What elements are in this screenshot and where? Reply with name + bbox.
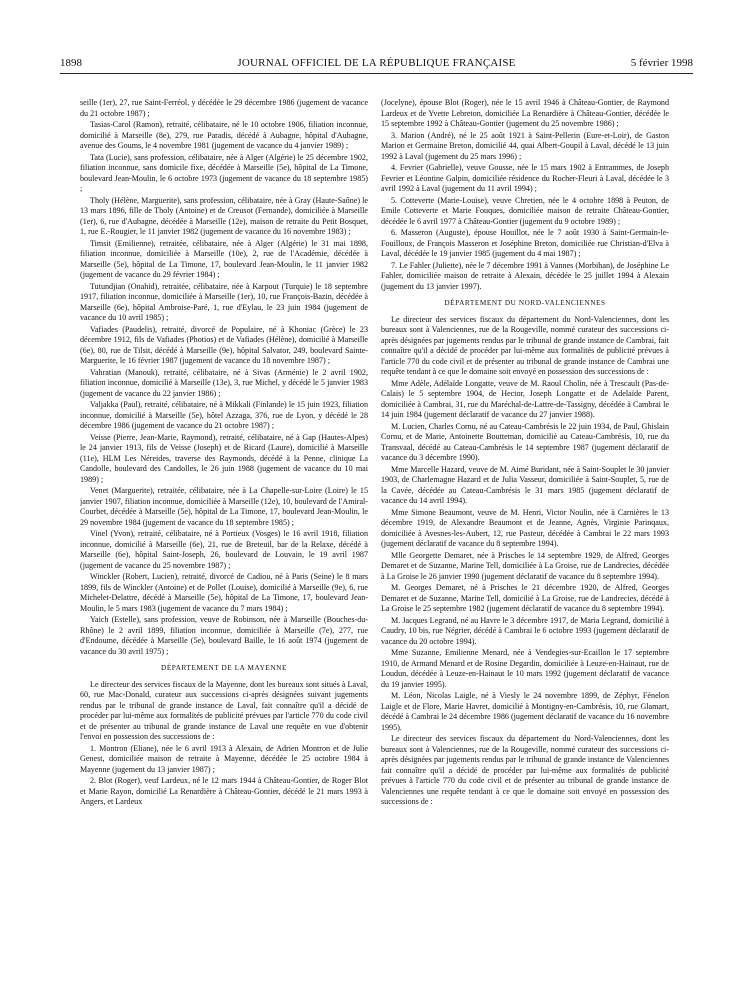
notice-paragraph: (Jocelyne), épouse Blot (Roger), née le 15 avril 1946 à Château-Gontier, de Raymond Lardeux et de Yvette Lebreton, domiciliée La Renardière à Château-Gontier, décédée le 15 septembre 1992 à Château-Gontier (jugement du 25 novembre 1986) ; [381, 98, 669, 128]
notice-paragraph: M. Georges Demaret, né à Prisches le 21 décembre 1920, de Alfred, Georges Demaret et de Suzanne, Marine Tell, domicilié à La Groise, rue de Landrecies, décédé à La Groise le 25 septembre 1982 (jugement déclaratif de vacance du 8 septembre 1994). [381, 583, 669, 613]
notice-paragraph: Timsit (Emilienne), retraitée, célibataire, née à Alger (Algérie) le 31 mai 1898, filiation inconnue, domiciliée à Marseille (10e), 2, rue de l'Académie, décédée à Marseille (5e), hôpital de La Timone, 17, boulevard Jean-Moulin, le 11 janvier 1982 (jugement de vacance du 29 février 1984) ; [80, 238, 368, 279]
notice-paragraph: M. Jacques Legrand, né au Havre le 3 décembre 1917, de Maria Legrand, domicilié à Caudry, 10 bis, rue Négrier, décédé à Cambrai le 6 octobre 1993 (jugement déclaratif de vacance du 20 octobre 1994). [381, 615, 669, 646]
notice-paragraph: 6. Masseron (Auguste), épouse Houillot, née le 7 août 1930 à Saint-Germain-le-Fouilloux, de François Masseron et Joséphine Breton, domiciliée rue Christian-d'Elva à Laval, décédée le 19 janvier 1985 (jugement du 4 mai 1987) ; [381, 228, 669, 258]
notice-paragraph: M. Léon, Nicolas Laigle, né à Viesly le 24 novembre 1899, de Zéphyr, Fénelon Laigle et de Flore, Marie Havret, domicilié à Montigny-en-Cambrésis, 10, rue Glamart, décédé à Cambrai le 24 décembre 1986 (jugement déclaratif de vacance du 16 novembre 1995). [381, 691, 669, 732]
section-heading: DÉPARTEMENT DE LA MAYENNE [161, 664, 287, 672]
notice-paragraph: 2. Blot (Roger), veuf Lardeux, né le 12 mars 1944 à Château-Gontier, de Roger Blot et Marie Rayon, domicilié La Renardière à Château-Gontier, décédé le 21 mars 1993 à Angers, et Lardeux [80, 776, 368, 806]
notice-paragraph: Vafiades (Paudelis), retraité, divorcé de Populaire, né à Khoniac (Grèce) le 23 décembre 1912, fils de Vafiades (Photios) et de Vafiades (Hélène), domicilié à Marseille (6e), 80, rue de Tilsit, décédé à Marseille (9e), hôpital Salvator, 249, boulevard Sainte-Marguerite, le 16 février 1987 (jugement de vacance du 18 novembre 1987) ; [80, 324, 368, 365]
notice-paragraph: Venet (Marguerite), retraitée, célibataire, née à La Chapelle-sur-Loire (Loire) le 15 janvier 1907, filiation inconnue, domiciliée à Marseille (12e), 10, boulevard de l'Amiral-Courbet, décédée à Marseille (5e), hôpital de La Timone, 17, boulevard Jean-Moulin, le 29 novembre 1984 (jugement de vacance du 18 septembre 1985) ; [80, 486, 368, 527]
notice-paragraph: Le directeur des services fiscaux du département du Nord-Valenciennes, dont les bureaux sont à Valenciennes, rue de la Rougeville, nommé curateur des successions ci-après désignées par jugements rendus par le tribunal de grande instance de Cambrai, fait connaître qu'il a décidé de procéder par lui-même aux formalités de publicité prévues à l'article 770 du code civil et de présenter au tribunal de grande instance de Cambrai une requête tendant à ce que le domaine soit envoyé en possession des successions de : [381, 314, 669, 376]
notice-paragraph: Tasias-Carol (Ramon), retraité, célibataire, né le 10 octobre 1906, filiation inconnue, domicilié à Marseille (8e), 279, rue Paradis, décédé à Aubagne, hôpital d'Aubagne, avenue des Goums, le 4 novembre 1981 (jugement de vacance du 4 janvier 1989) ; [80, 120, 368, 150]
notice-paragraph: Vinel (Yvon), retraité, célibataire, né à Portieux (Vosges) le 16 avril 1918, filiation inconnue, domicilié à Marseille (6e), 21, rue de Breteuil, bar de la Relaxe, décédé à Marseille (6e), hôpital Saint-Joseph, 26, boulevard de Louvain, le 19 avril 1987 (jugement de vacance du 25 novembre 1987) ; [80, 529, 368, 570]
notice-paragraph: Mme Marcelle Hazard, veuve de M. Aimé Buridant, née à Saint-Souplet le 30 janvier 1903, de Charlemagne Hazard et de Julia Vasseur, domiciliée à Saint-Souplet, 5, rue de la Cavée, décédée au Cateau-Cambrésis le 31 mars 1985 (jugement déclaratif de vacance du 14 avril 1994). [381, 464, 669, 505]
notice-paragraph: Veisse (Pierre, Jean-Marie, Raymond), retraité, célibataire, né à Gap (Hautes-Alpes) le 24 janvier 1913, fils de Veisse (Joseph) et de Ricard (Laure), domicilié à Marseille (11e), HLM Les Néreides, traverse des Raymonds, décédé à la Penne, clinique La Candolle, boulevard des Candolles, le 26 juin 1988 (jugement de vacance du 10 mai 1989) ; [80, 432, 368, 484]
notice-paragraph: 1. Montron (Eliane), née le 6 avril 1913 à Alexain, de Adrien Montron et de Julie Genest, domiciliée maison de retraite à Mayenne, décédée le 25 octobre 1984 à Mayenne (jugement du 13 janvier 1987) ; [80, 743, 368, 774]
section-heading: DÉPARTEMENT DU NORD-VALENCIENNES [444, 299, 606, 307]
notice-paragraph: Yaich (Estelle), sans profession, veuve de Robinson, née à Marseille (Bouches-du-Rhône) le 2 avril 1899, filiation inconnue, domiciliée à Marseille (7e), 277, rue d'Endoume, décédée à Marseille (5e), boulevard Baille, le 16 août 1974 (jugement de vacance du 30 avril 1975) ; [80, 615, 368, 656]
notice-paragraph: Tutundjian (Onahid), retraitée, célibataire, née à Karpout (Turquie) le 18 septembre 1917, filiation inconnue, domiciliée à Marseille (1er), 10, rue François-Bazin, décédée à Marseille (6e), hôpital Ambroise-Paré, 1, rue d'Eylau, le 23 juin 1984 (jugement de vacance du 10 avril 1985) ; [80, 281, 368, 322]
notice-paragraph: seille (1er), 27, rue Saint-Ferréol, y décédée le 29 décembre 1986 (jugement de vacance du 21 octobre 1987) ; [80, 98, 368, 118]
notice-paragraph: Le directeur des services fiscaux de la Mayenne, dont les bureaux sont situés à Laval, 60, rue Mac-Donald, curateur aux successions ci-après désignées suivant jugements rendus par le tribunal de grande instance de Laval, fait connaître qu'il a décidé de procéder par lui-même aux formalités de publicité prévues par l'article 770 du code civil et de présenter au tribunal de grande instance de Laval une requête en vue d'obtenir l'envoi en possession des successions de : [80, 679, 368, 741]
notice-paragraph: Le directeur des services fiscaux du département du Nord-Valenciennes, dont les bureaux sont à Valenciennes, rue de la Rougeville, nommé curateur des successions ci-après désignées par jugements rendus par le tribunal de grande instance de Valenciennes fait connaître qu'il a décidé de procéder par lui-même aux formalités de publicité prévues à l'article 770 du code civil et de présenter au tribunal de grande instance de Valenciennes une requête tendant à ce que le domaine soit envoyé en possession des successions de : [381, 734, 669, 806]
issue-date: 5 février 1998 [630, 57, 693, 69]
notice-paragraph: Valjakka (Paul), retraité, célibataire, né à Mikkali (Finlande) le 15 juin 1923, filiation inconnue, domicilié à Marseille (5e), hôtel Azzaga, 376, rue de Lyon, y décédé le 28 décembre 1986 (jugement de vacance du 21 octobre 1987) ; [80, 400, 368, 430]
header-rule [60, 73, 693, 74]
page-header [60, 56, 693, 70]
page-number: 1898 [60, 57, 82, 69]
notice-paragraph: Mme Suzanne, Emilienne Menard, née à Vendegies-sur-Ecaillon le 17 septembre 1910, de Armand Menard et de Rosine Degardin, domiciliée à Leuze-en-Hainaut, rue de Loudun, décédée à Leuze-en-Hainaut le 10 mars 1992 (jugement déclaratif de vacance du 19 janvier 1995). [381, 648, 669, 689]
notice-paragraph: 3. Marion (André), né le 25 août 1921 à Saint-Pellerin (Eure-et-Loir), de Gaston Marion et Germaine Breton, domicilié 44, quai Albert-Goupil à Laval, décédé le 13 juin 1992 à Laval (jugement du 25 mars 1996) ; [381, 130, 669, 161]
right-column [381, 98, 669, 978]
notice-paragraph: Mme Adèle, Adélaïde Longatte, veuve de M. Raoul Cholin, née à Trescault (Pas-de-Calais) le 5 septembre 1904, de Hector, Joseph Longatte et de Adelaïde Parent, domiciliée à Cambrai, 31, rue du Maréchal-de-Lattre-de-Tassigny, décédée à Cambrai le 14 juin 1984 (jugement déclaratif de vacance du 27 janvier 1988). [381, 378, 669, 419]
notice-paragraph: Vahratian (Manouk), retraité, célibataire, né à Sivas (Arménie) le 2 avril 1902, filiation inconnue, domicilié à Marseille (13e), 3, rue Michel, y décédé le 5 janvier 1983 (jugement de vacance du 22 janvier 1986) ; [80, 367, 368, 398]
notice-paragraph: M. Lucien, Charles Cornu, né au Cateau-Cambrésis le 22 juin 1934, de Paul, Ghislain Cornu, et de Marie, Antoinette Boutteman, domicilié au Cateau-Cambrésis, 10, rue du Transvaal, décédé au Cateau-Cambrésis le 14 septembre 1987 (jugement déclaratif de vacance du 3 décembre 1990). [381, 421, 669, 462]
notice-paragraph: 4. Fevrier (Gabrielle), veuve Gousse, née le 15 mars 1902 à Entrammes, de Joseph Fevrier et Léontine Galpin, domiciliée résidence du Rocher-Fleuri à Laval, décédée le 3 avril 1992 à Laval (jugement du 11 avril 1994) ; [381, 163, 669, 193]
notice-paragraph: Tata (Lucie), sans profession, célibataire, née à Alger (Algérie) le 25 décembre 1902, filiation inconnue, sans domicile fixe, décédée à Marseille (5e), hôpital de La Timone, boulevard Jean-Moulin, le 6 octobre 1973 (jugement de vacance du 18 septembre 1985) ; [80, 152, 368, 193]
notice-paragraph: Mme Simone Beaumont, veuve de M. Henri, Victor Noulin, née à Carnières le 13 décembre 1919, de Alexandre Beaumont et de Jeanne, Agnès, Virginie Parinqaux, domiciliée à Avesnes-les-Aubert, 12, rue Pasteur, décédée à Cambrai le 22 mars 1993 (jugement déclaratif de vacance du 8 septembre 1994). [381, 507, 669, 548]
notice-paragraph: 5. Cotteverte (Marie-Louise), veuve Chretien, née le 4 octobre 1898 à Peuton, de Emile Cotteverte et Marie Fouques, domiciliée maison de retraite Château-Gontier, décédée le 6 avril 1977 à Château-Gontier (jugement du 9 octobre 1989) ; [381, 195, 669, 226]
notice-paragraph: Mlle Georgette Demaret, née à Prisches le 14 septembre 1929, de Alfred, Georges Demaret et de Suzanne, Marine Tell, domiciliée à La Groise, rue de Landrecies, décédée à La Groise le 26 janvier 1990 (jugement déclaratif de vacance du 8 septembre 1994). [381, 550, 669, 581]
notice-paragraph: 7. Le Fahler (Juliette), née le 7 décembre 1991 à Vannes (Morbihan), de Joséphine Le Fahler, domiciliée maison de retraite à Alexain, décédée le 25 juillet 1994 à Alexain (jugement du 13 janvier 1997). [381, 260, 669, 291]
notice-paragraph: Tholy (Hélène, Marguerite), sans profession, célibataire, née à Gray (Haute-Saône) le 13 mars 1896, fille de Tholy (Antoine) et de Creusot (Fernande), domiciliée à Marseille (1er), 6, rue d'Aubagne, décédée à Marseille (12e), maison de retraite du Petit Bosquet, 1, rue E.-Rougier, le 11 janvier 1982 (jugement de vacance du 16 novembre 1983) ; [80, 195, 368, 236]
left-column [80, 98, 368, 978]
notice-paragraph: Winckler (Robert, Lucien), retraité, divorcé de Cadiou, né à Paris (Seine) le 8 mars 1899, fils de Winckler (Antoine) et de Pollet (Louise), domicilié à Marseille (9e), 6, rue Michelet-Delattre, décédé à Marseille (5e), hôpital de La Timone, 17, boulevard Jean-Moulin, le 5 mars 1983 (jugement de vacance du 7 mars 1984) ; [80, 572, 368, 613]
journal-title: JOURNAL OFFICIEL DE LA RÉPUBLIQUE FRANÇAISE [237, 57, 516, 69]
